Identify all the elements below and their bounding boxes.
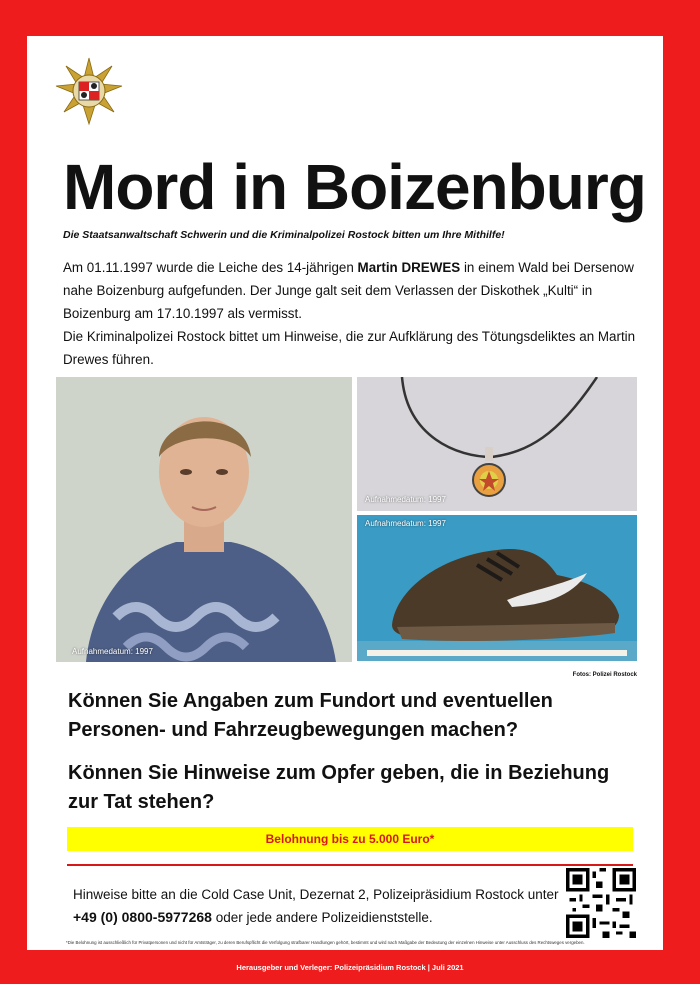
divider bbox=[67, 864, 633, 866]
phone-number: +49 (0) 0800-5977268 bbox=[73, 909, 212, 925]
poster-sheet bbox=[27, 36, 663, 950]
photo-credit: Fotos: Polizei Rostock bbox=[572, 672, 637, 678]
fine-print: *Die Belohnung ist ausschließlich für Privatpersonen und nicht für Amtsträger, zu deren Berufspflicht die Verfolgung strafbarer Handlungen gehört, bestimmt und wird nach Maßgabe der Bedeutung der einzelnen Hinweise unter Ausschluss des Rechtsweges vergeben. bbox=[66, 940, 585, 945]
victim-name: Martin DREWES bbox=[357, 260, 461, 275]
contact-info bbox=[73, 884, 573, 929]
question-1: Können Sie Angaben zum Fundort und eventuellen Personen- und Fahrzeugbewegungen machen? bbox=[68, 690, 553, 741]
intro-text-part: Am 01.11.1997 wurde die Leiche des 14-jährigen bbox=[63, 260, 358, 275]
necklace-photo-caption: Aufnahmedatum: 1997 bbox=[365, 495, 446, 504]
page-subtitle: Die Staatsanwaltschaft Schwerin und die Kriminalpolizei Rostock bitten um Ihre Mithilfe! bbox=[63, 229, 505, 241]
necklace-image bbox=[357, 377, 637, 511]
publisher-footer: Herausgeber und Verleger: Polizeipräsidium Rostock | Juli 2021 bbox=[236, 963, 464, 972]
victim-photo bbox=[56, 377, 352, 662]
shoe-photo-caption: Aufnahmedatum: 1997 bbox=[365, 519, 446, 528]
question-2: Können Sie Hinweise zum Opfer geben, die in Beziehung zur Tat stehen? bbox=[68, 762, 610, 813]
shoe-photo bbox=[357, 515, 637, 661]
necklace-photo bbox=[357, 377, 637, 511]
reward-banner: Belohnung bis zu 5.000 Euro* bbox=[67, 827, 633, 851]
page-title: Mord in Boizenburg bbox=[63, 151, 646, 223]
victim-portrait-image bbox=[56, 377, 352, 662]
victim-photo-caption: Aufnahmedatum: 1997 bbox=[72, 647, 153, 656]
shoe-image bbox=[357, 515, 637, 661]
contact-line-1: Hinweise bitte an die Cold Case Unit, Dezernat 2, Polizeipräsidium Rostock unter bbox=[73, 887, 559, 902]
intro-text-part: in einem Wald bei Dersenow nahe Boizenburg aufgefunden. Der Junge galt seit dem Verlassen der Diskothek „Kulti“ in Boizenburg am 17.10.1997 als vermisst. bbox=[63, 260, 634, 321]
intro-paragraph-1 bbox=[63, 256, 648, 325]
qr-code-icon bbox=[566, 868, 636, 938]
intro-paragraph-2: Die Kriminalpolizei Rostock bittet um Hinweise, die zur Aufklärung des Tötungsdeliktes an Martin Drewes führen. bbox=[63, 329, 636, 367]
intro-text bbox=[63, 256, 648, 371]
police-star-badge-icon bbox=[54, 56, 124, 126]
contact-line-2: oder jede andere Polizeidienststelle. bbox=[211, 910, 433, 925]
